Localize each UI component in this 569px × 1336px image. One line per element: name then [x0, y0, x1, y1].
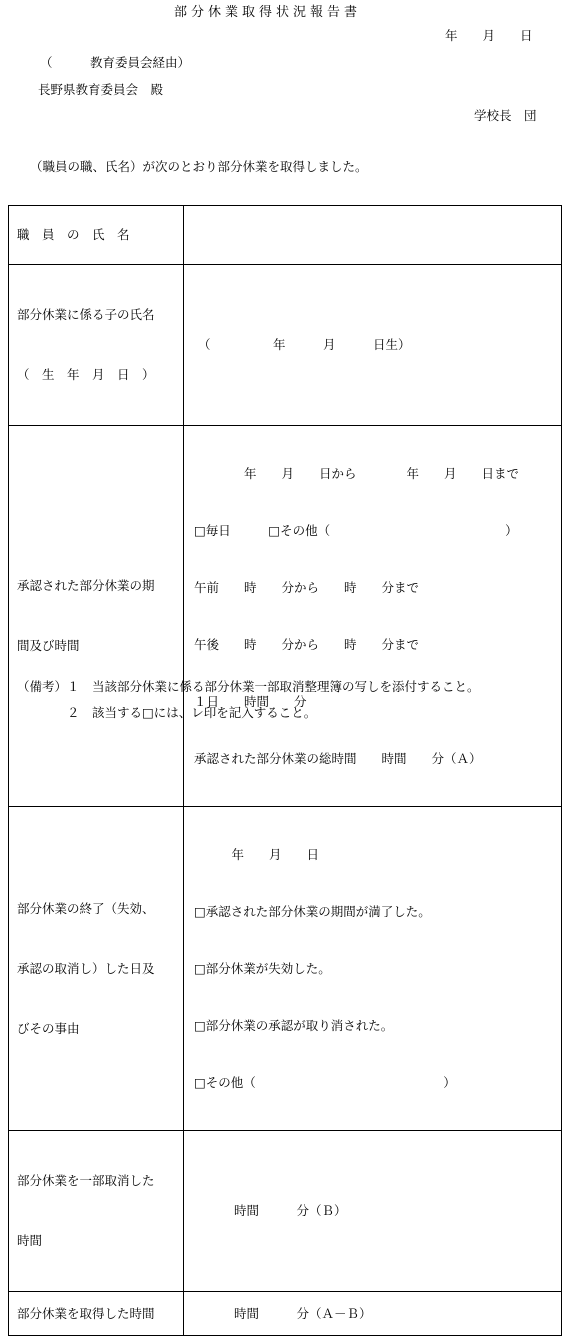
- table-row: [9, 1131, 562, 1292]
- via-line: （ 教育委員会経由）: [40, 55, 191, 70]
- table-row: [9, 807, 562, 1131]
- note-line-2: ２ 該当する□には、レ印を記入すること。: [17, 705, 317, 720]
- sender: 学校長 団: [474, 108, 537, 123]
- document-title: 部分休業取得状況報告書: [174, 5, 362, 20]
- table-row: [9, 1292, 562, 1336]
- taken-time-field[interactable]: 時間 分（Ａ－Ｂ）: [184, 1292, 562, 1336]
- employee-name-label: 職 員 の 氏 名: [9, 206, 184, 265]
- end-reason-label: 部分休業の終了（失効、 承認の取消し）した日及 びその事由: [9, 807, 184, 1131]
- child-name-field[interactable]: （ 年 月 日生）: [184, 265, 562, 426]
- approved-period-field[interactable]: 年 月 日から 年 月 日まで □毎日 □その他（ ） 午前 時 分から 時 分まで 午後 時 分から 時 分まで １日 時間 分 承認された部分休業の総時間 時間 分（Ａ）: [184, 426, 562, 807]
- partial-cancel-label: 部分休業を一部取消した 時間: [9, 1131, 184, 1292]
- partial-cancel-field[interactable]: 時間 分（Ｂ）: [184, 1131, 562, 1292]
- table-row: [9, 206, 562, 265]
- note-line-1: （備考）１ 当該部分休業に係る部分休業一部取消整理簿の写しを添付すること。: [17, 679, 480, 694]
- employee-name-field[interactable]: [184, 206, 562, 265]
- approved-period-label: 承認された部分休業の期 間及び時間: [9, 426, 184, 807]
- intro-text: （職員の職、氏名）が次のとおり部分休業を取得しました。: [30, 159, 368, 174]
- table-row: [9, 426, 562, 807]
- child-name-label: 部分休業に係る子の氏名 （ 生 年 月 日 ）: [9, 265, 184, 426]
- end-reason-field[interactable]: 年 月 日 □承認された部分休業の期間が満了した。 □部分休業が失効した。 □部分休業の承認が取り消された。 □その他（ ）: [184, 807, 562, 1131]
- addressee: 長野県教育委員会 殿: [38, 82, 164, 97]
- date-line: 年 月 日: [445, 28, 533, 43]
- table-row: [9, 265, 562, 426]
- taken-time-label: 部分休業を取得した時間: [9, 1292, 184, 1336]
- report-table: [8, 205, 562, 1336]
